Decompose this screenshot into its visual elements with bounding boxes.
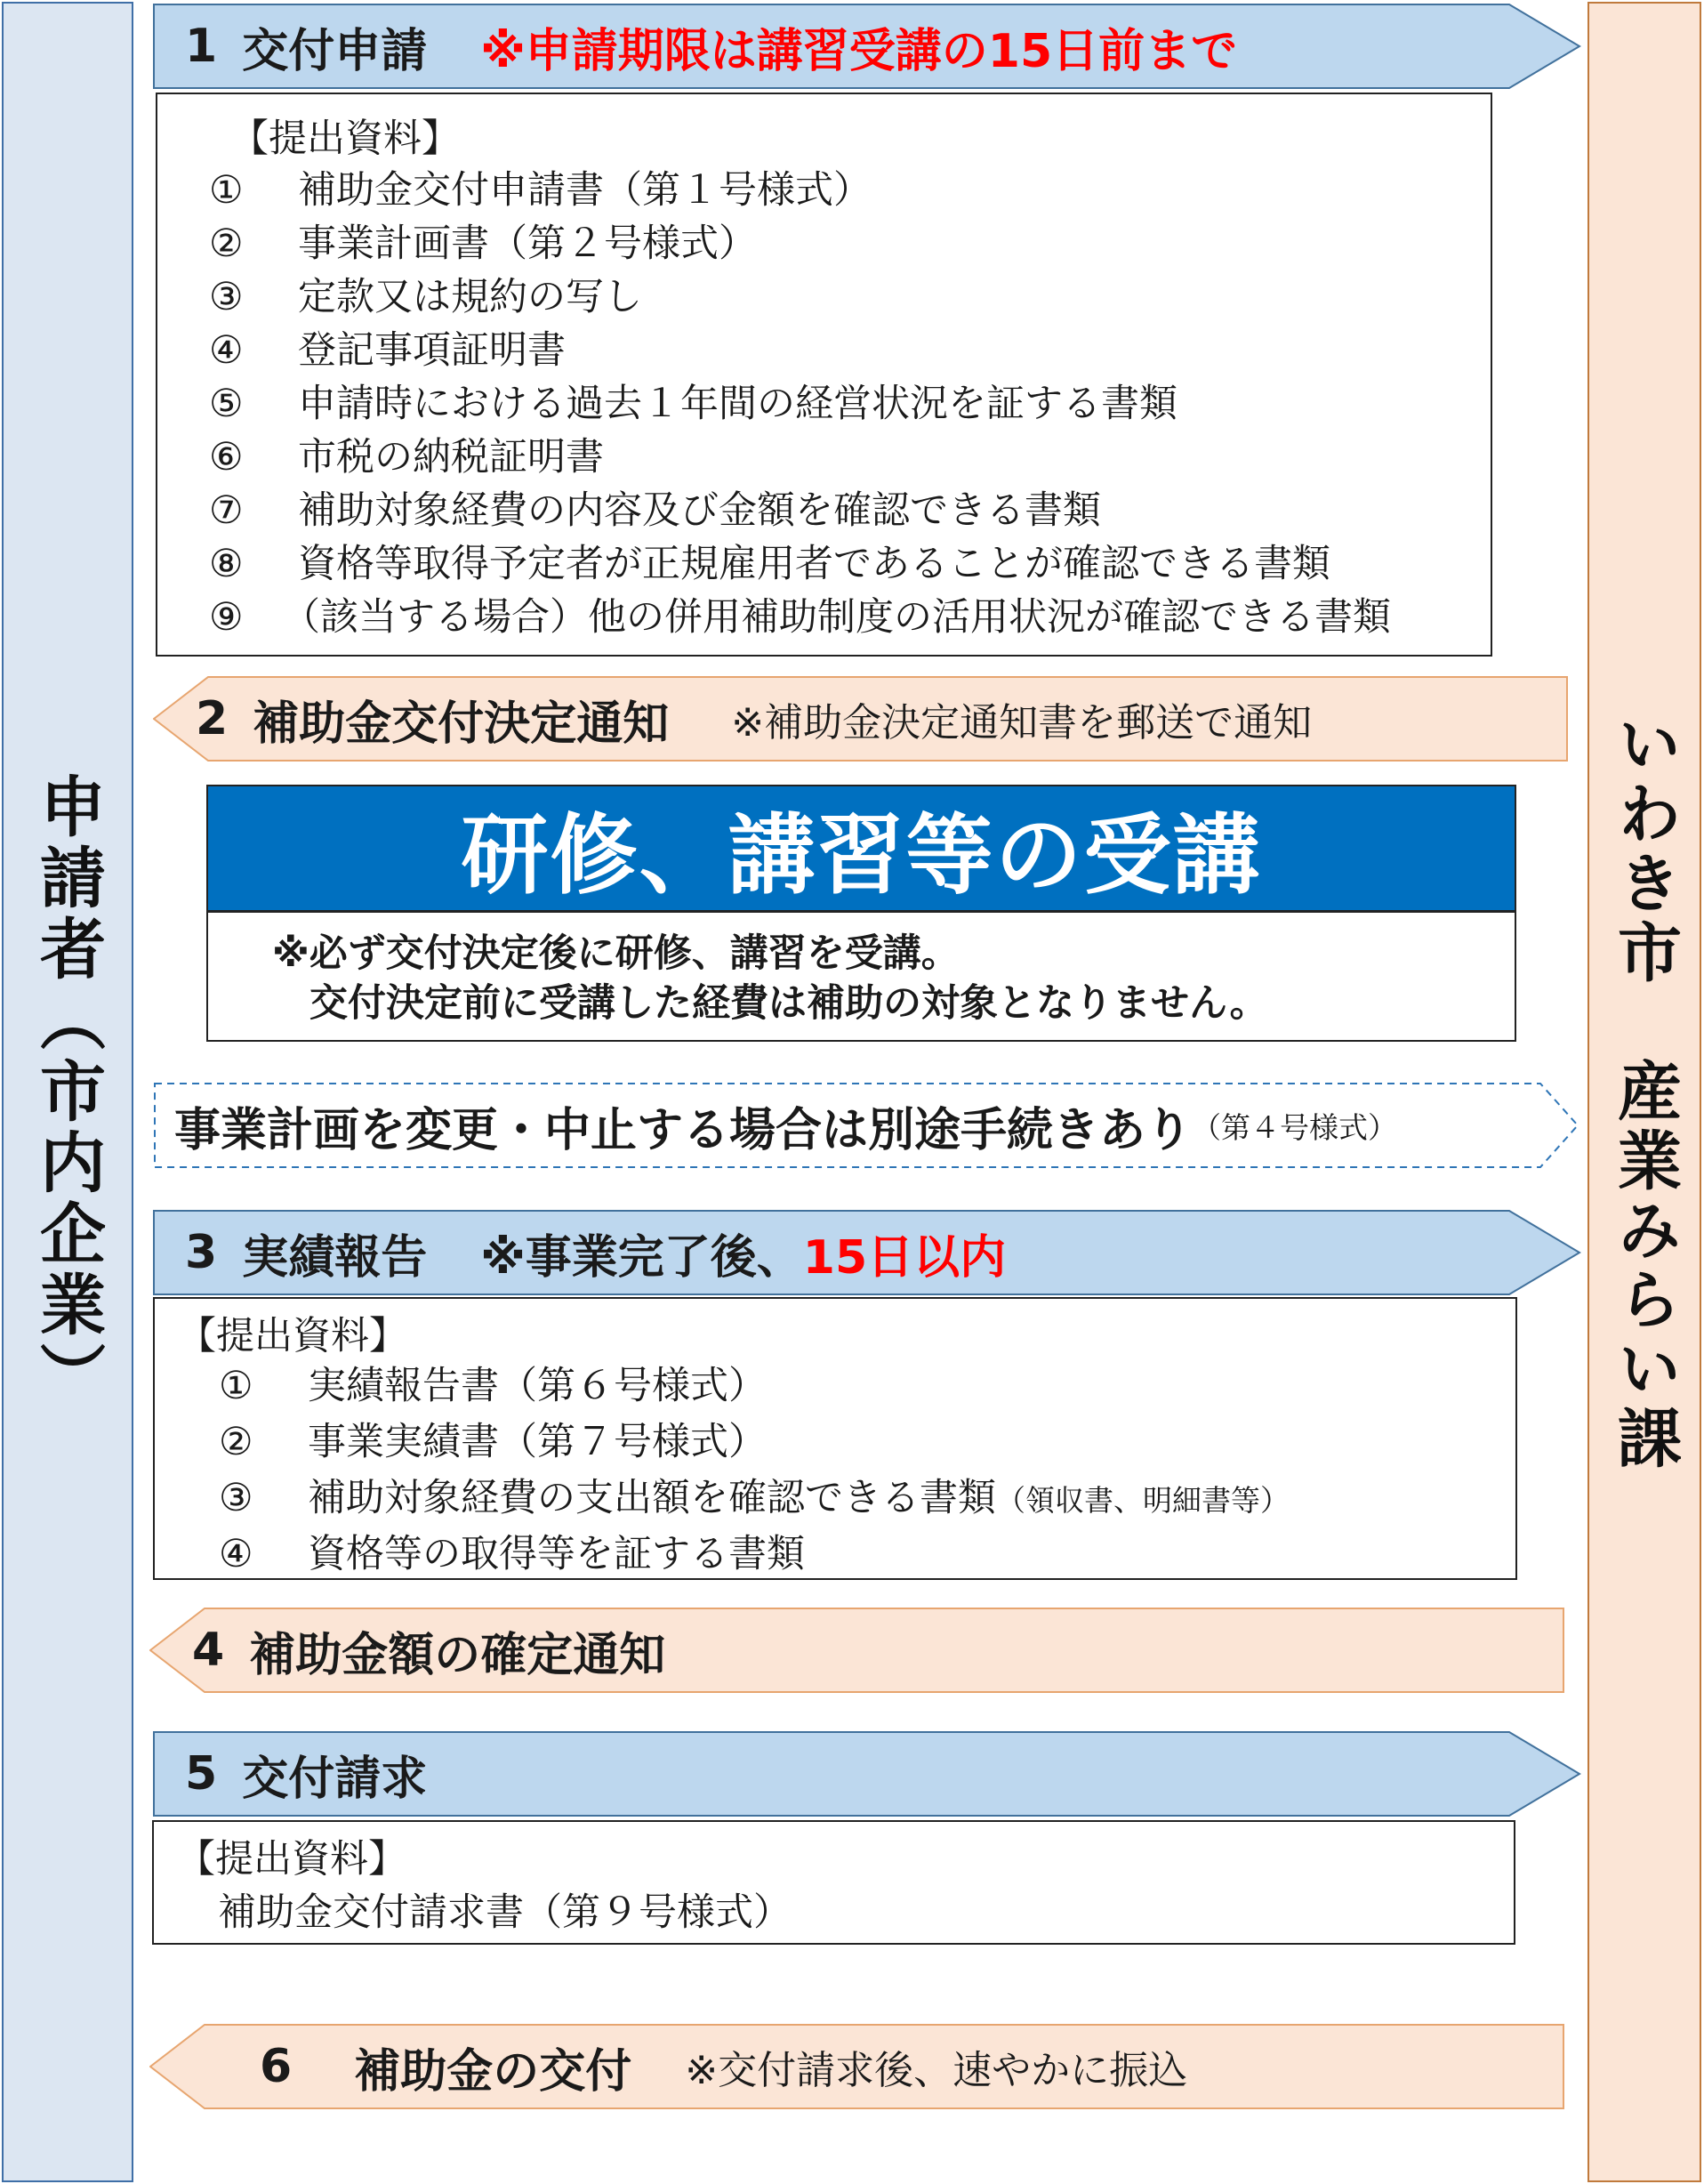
step6-arrow — [149, 2024, 1565, 2109]
list-item: ② 事業実績書（第７号様式） — [219, 1420, 767, 1464]
step3-documents-box — [153, 1297, 1517, 1580]
step5-arrow — [153, 1731, 1581, 1817]
left-actor-label: 申請者（市内企業） — [29, 771, 106, 1413]
plan-change-form: （第４号様式） — [1192, 1109, 1398, 1145]
list-item: ① 実績報告書（第６号様式） — [219, 1364, 767, 1408]
step2-note: ※補助金決定通知書を郵送で通知 — [731, 700, 1313, 745]
step1-arrow — [153, 4, 1581, 89]
step4-number: 4 — [192, 1624, 225, 1677]
step4-arrow — [149, 1608, 1565, 1693]
list-item: ⑥ 市税の納税証明書 — [209, 435, 604, 480]
step3-number: 3 — [185, 1226, 218, 1279]
step3-deadline: 15日以内 — [802, 1230, 1007, 1285]
left-actor-column — [2, 2, 133, 2182]
list-item: ⑦ 補助対象経費の内容及び金額を確認できる書類 — [209, 488, 1101, 533]
step3-document-list — [219, 1359, 1290, 1584]
step6-number: 6 — [260, 2040, 293, 2093]
step5-docs-header: 【提出資料】 — [177, 1837, 406, 1882]
step5-title: 交付請求 — [242, 1752, 428, 1806]
step1-number: 1 — [185, 20, 218, 73]
plan-change-arrow — [153, 1082, 1581, 1169]
list-item: ⑤ 申請時における過去１年間の経営状況を証する書類 — [209, 382, 1178, 426]
right-actor-column — [1587, 2, 1701, 2182]
step5-documents-box — [152, 1820, 1515, 1945]
step1-document-list — [209, 164, 1391, 644]
step6-title: 補助金の交付 — [354, 2044, 632, 2099]
list-item: ⑧ 資格等取得予定者が正規雇用者であることが確認できる書類 — [209, 542, 1330, 586]
step4-title: 補助金額の確定通知 — [249, 1628, 666, 1682]
training-notice-line2: 交付決定前に受講した経費は補助の対象となりません。 — [309, 981, 1268, 1026]
list-item: ③ 補助対象経費の支出額を確認できる書類（領収書、明細書等） — [219, 1476, 1290, 1520]
step6-note: ※交付請求後、速やかに振込 — [685, 2048, 1188, 2093]
step2-number: 2 — [196, 692, 229, 745]
step5-number: 5 — [185, 1747, 218, 1801]
step3-arrow — [153, 1210, 1581, 1295]
training-title: 研修、講習等の受講 — [206, 785, 1516, 912]
training-notice-box — [206, 911, 1516, 1042]
step2-arrow — [153, 676, 1569, 762]
list-item: ① 補助金交付申請書（第１号様式） — [209, 168, 872, 213]
step3-note-prefix: ※事業完了後、 — [480, 1230, 803, 1285]
right-actor-label: いわき市 産業みらい課 — [1607, 710, 1682, 1474]
step5-document: 補助金交付請求書（第９号様式） — [218, 1890, 792, 1935]
step1-docs-header: 【提出資料】 — [230, 117, 460, 161]
list-item: ④ 資格等の取得等を証する書類 — [219, 1532, 805, 1576]
list-item: ③ 定款又は規約の写し — [209, 275, 642, 319]
plan-change-text: 事業計画を変更・中止する場合は別途手続きあり — [174, 1103, 1193, 1157]
step1-deadline-note: ※申請期限は講習受講の15日前まで — [480, 24, 1238, 78]
step3-docs-header: 【提出資料】 — [178, 1314, 407, 1358]
step2-title: 補助金交付決定通知 — [253, 697, 670, 751]
list-item: ④ 登記事項証明書 — [209, 328, 566, 373]
step1-documents-box — [156, 93, 1492, 657]
list-item: ⑨ （該当する場合）他の併用補助制度の活用状況が確認できる書類 — [209, 595, 1391, 640]
list-item: ② 事業計画書（第２号様式） — [209, 222, 757, 266]
step3-title: 実績報告 — [242, 1230, 428, 1285]
step1-title: 交付申請 — [242, 24, 428, 78]
training-notice-line1: ※必ず交付決定後に研修、講習を受講。 — [272, 931, 960, 976]
